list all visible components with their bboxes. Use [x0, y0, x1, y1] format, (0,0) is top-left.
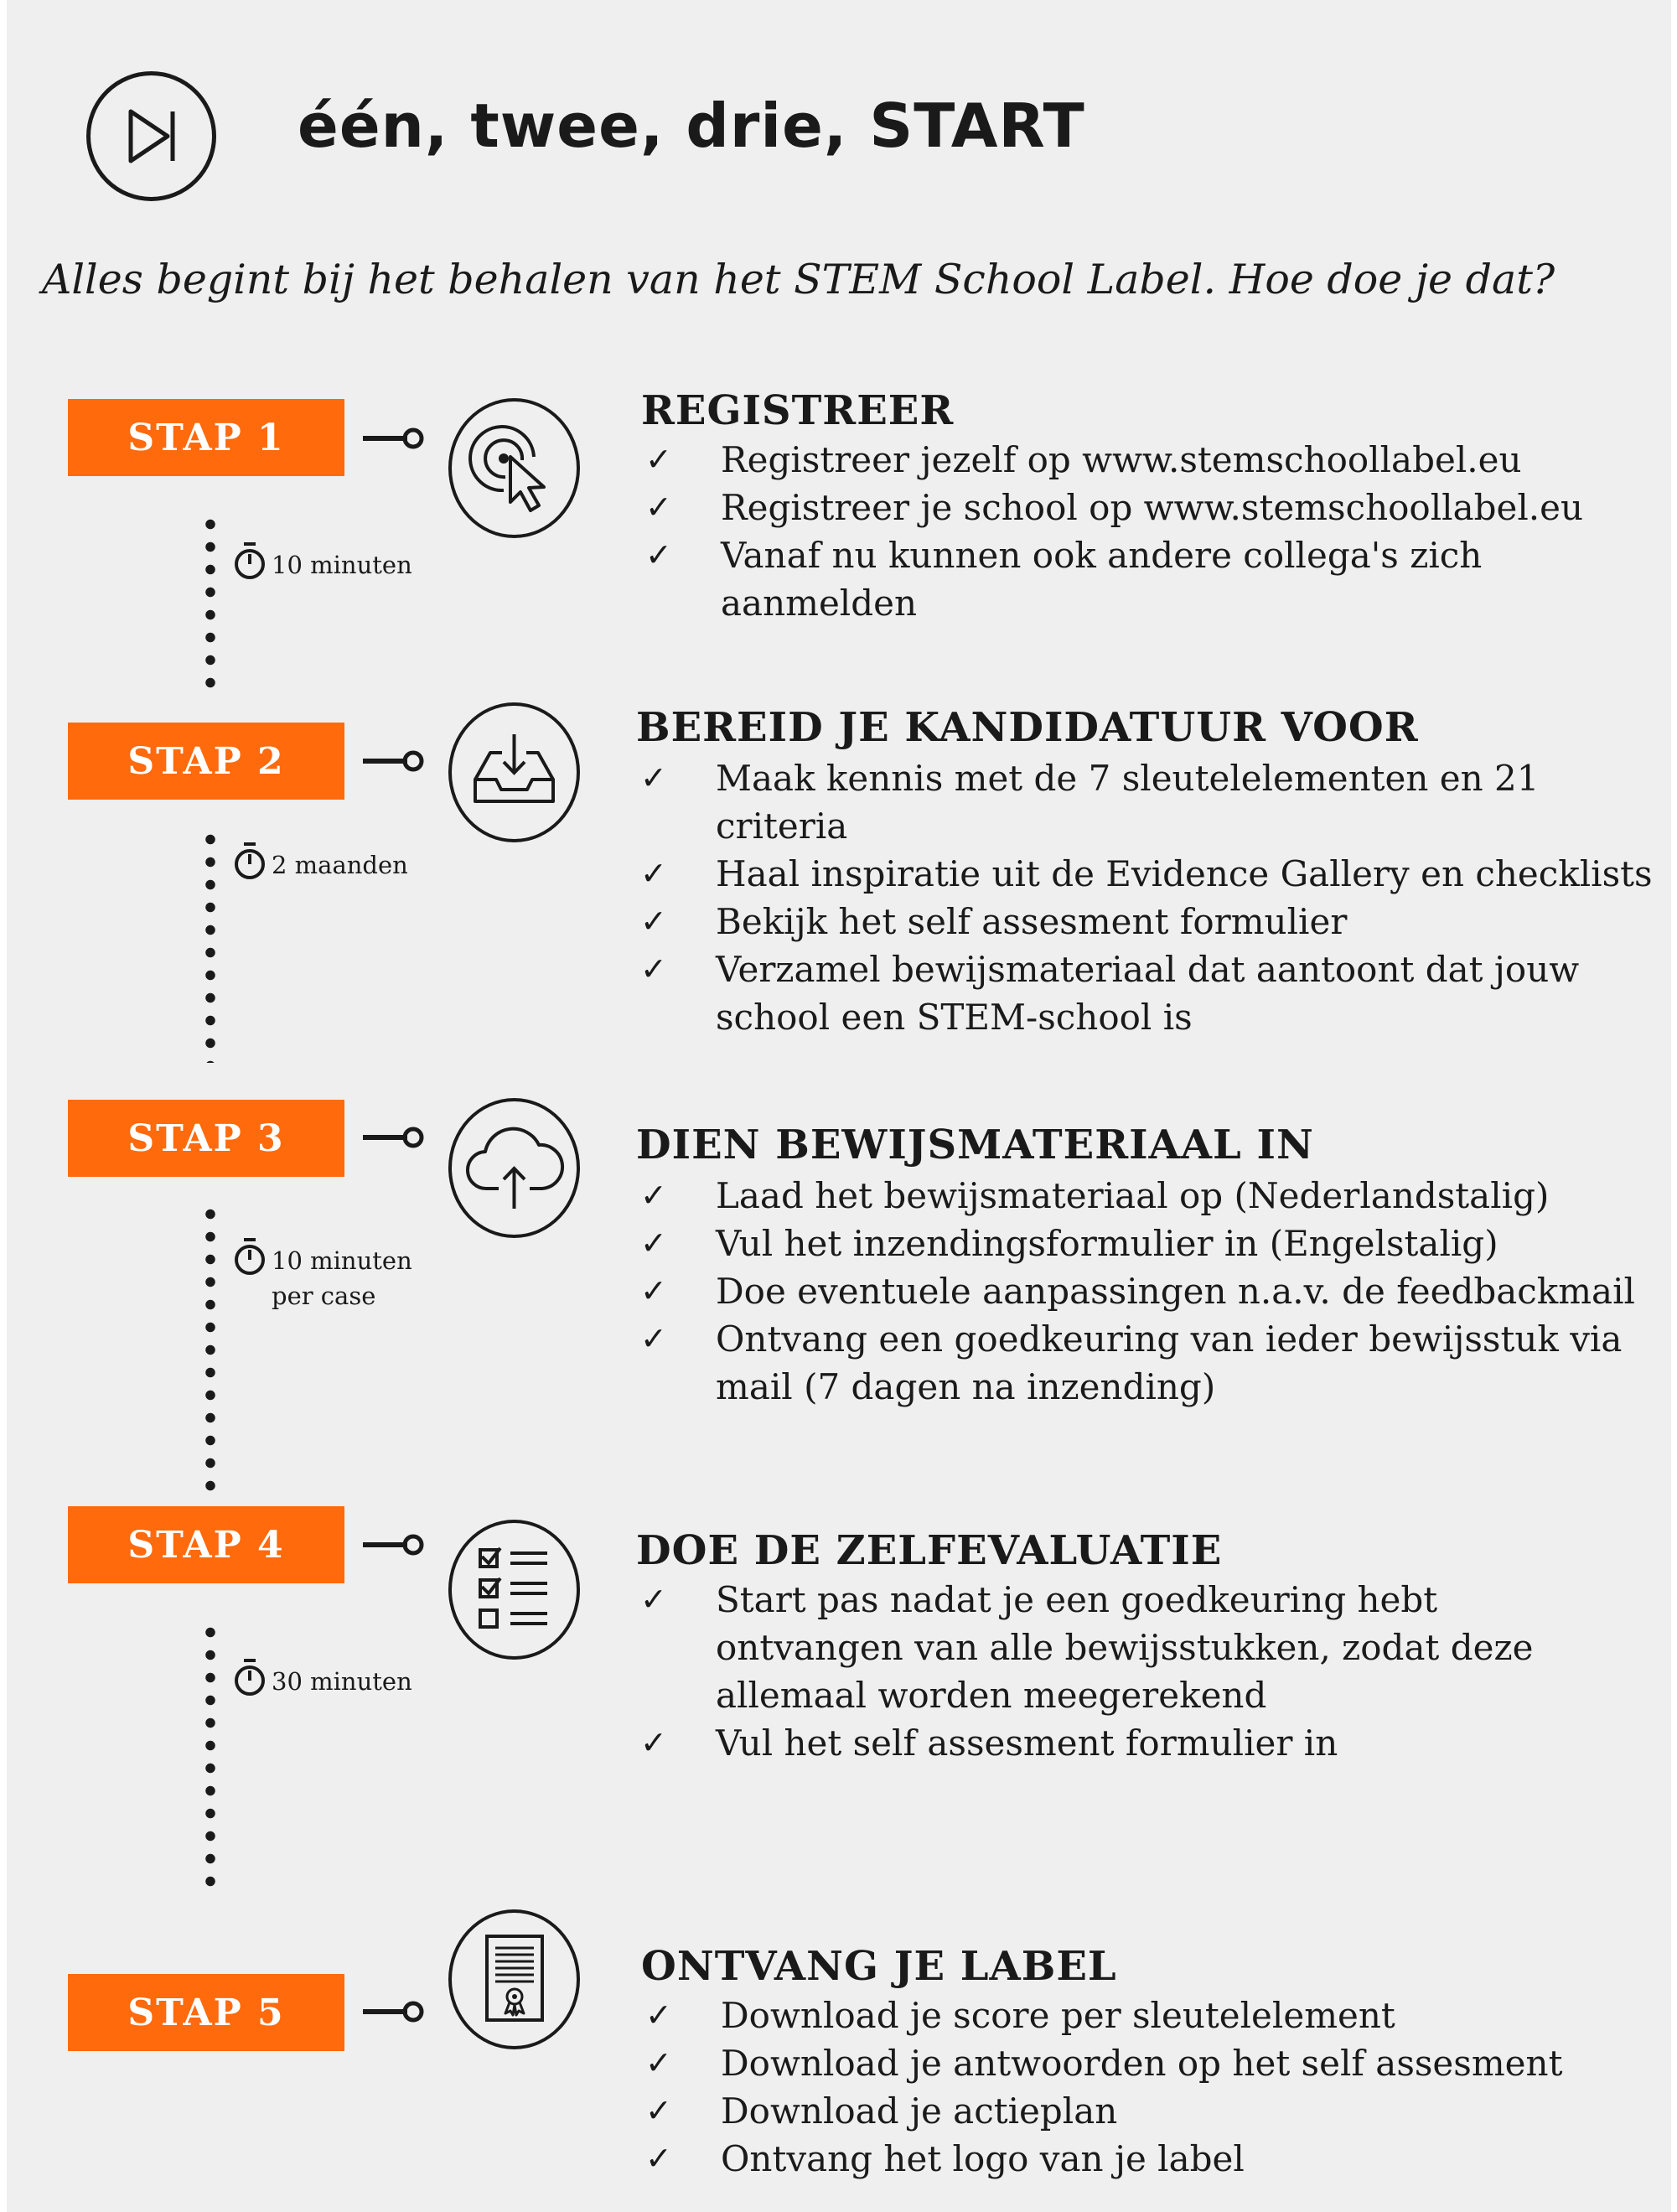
step-1-badge: STAP 1 [68, 399, 344, 476]
intro-text: Alles begint bij het behalen van het STEM School Label. Hoe doe je dat? [42, 256, 1555, 303]
check-icon: ✓ [640, 1724, 667, 1761]
step-5-badge: STAP 5 [68, 1974, 344, 2051]
target-cursor-icon [448, 398, 580, 538]
list-item: ✓ Registreer jezelf op www.stemschoollabel.eu [641, 436, 1671, 484]
check-icon: ✓ [645, 2092, 672, 2129]
check-icon: ✓ [645, 536, 672, 573]
check-icon: ✓ [640, 1177, 667, 1214]
check-icon: ✓ [640, 1225, 667, 1261]
list-item: ✓ Laad het bewijsmateriaal op (Nederlandstalig) [636, 1172, 1667, 1220]
check-icon: ✓ [645, 2044, 672, 2081]
page-title: één, twee, drie, START [298, 91, 1085, 161]
list-item: ✓ Vul het self assesment formulier in [636, 1719, 1600, 1767]
check-icon: ✓ [640, 1581, 667, 1618]
check-icon: ✓ [640, 1272, 667, 1309]
step-1-list [641, 436, 1671, 627]
step-4-list [636, 1576, 1600, 1767]
check-icon: ✓ [645, 441, 672, 478]
inbox-download-icon [448, 702, 580, 842]
step-2-connector [363, 746, 426, 776]
step-5-list [641, 1992, 1562, 2183]
step-2-list [636, 754, 1667, 1041]
stopwatch-icon [231, 1236, 268, 1277]
list-item: ✓ Download je actieplan [641, 2087, 1562, 2135]
check-icon: ✓ [645, 1997, 672, 2033]
step-1-heading: REGISTREER [641, 387, 955, 434]
step-3-heading: DIEN BEWIJSMATERIAAL IN [636, 1122, 1314, 1168]
check-icon: ✓ [640, 951, 667, 987]
check-icon: ✓ [645, 489, 672, 526]
step-3-list [636, 1172, 1667, 1411]
timeline-dots [205, 1203, 215, 1492]
stopwatch-icon [231, 1657, 268, 1697]
checklist-icon [448, 1520, 580, 1660]
check-icon: ✓ [640, 903, 667, 940]
stopwatch-icon [231, 541, 268, 581]
step-3-badge: STAP 3 [68, 1100, 344, 1177]
list-item: ✓ Verzamel bewijsmateriaal dat aantoont dat jouw school een STEM-school is [636, 945, 1596, 1041]
list-item: ✓ Download je antwoorden op het self assesment [641, 2039, 1562, 2087]
list-item: ✓ Haal inspiratie uit de Evidence Gallery en checklists [636, 850, 1667, 898]
list-item: ✓ Vul het inzendingsformulier in (Engelstalig) [636, 1220, 1667, 1267]
skip-forward-icon [86, 71, 216, 201]
duration-text: 10 minuten [272, 551, 412, 579]
timeline-dots [205, 828, 215, 1063]
step-5-heading: ONTVANG JE LABEL [641, 1943, 1117, 1990]
list-item: ✓ Bekijk het self assesment formulier [636, 898, 1667, 945]
cloud-upload-icon [448, 1098, 580, 1238]
step-5-connector [363, 1997, 426, 2027]
duration-text: 10 minuten per case [272, 1246, 412, 1310]
list-item: ✓ Ontvang een goedkeuring van ieder bewijsstuk via mail (7 dagen na inzending) [636, 1315, 1654, 1411]
check-icon: ✓ [645, 2140, 672, 2177]
step-2-badge: STAP 2 [68, 723, 344, 800]
timeline-dots [205, 1621, 215, 1898]
list-item: ✓ Start pas nadat je een goedkeuring hebt ontvangen van alle bewijsstukken, zodat deze allemaal worden meegerekend [636, 1576, 1600, 1719]
step-4-heading: DOE DE ZELFEVALUATIE [636, 1527, 1223, 1574]
list-item: ✓ Maak kennis met de 7 sleutelelementen en 21 criteria [636, 754, 1667, 850]
list-item: ✓ Vanaf nu kunnen ook andere collega's zich aanmelden [641, 531, 1671, 627]
list-item: ✓ Download je score per sleutelelement [641, 1992, 1562, 2039]
duration-text: 30 minuten [272, 1667, 412, 1696]
check-icon: ✓ [640, 855, 667, 892]
check-icon: ✓ [640, 759, 667, 796]
step-2-heading: BEREID JE KANDIDATUUR VOOR [636, 704, 1419, 751]
list-item: ✓ Registreer je school op www.stemschoollabel.eu [641, 484, 1671, 531]
step-3-connector [363, 1122, 426, 1153]
list-item: ✓ Ontvang het logo van je label [641, 2135, 1562, 2183]
certificate-icon [448, 1909, 580, 2049]
timeline-dots [205, 513, 215, 697]
step-4-connector [363, 1530, 426, 1560]
stopwatch-icon [231, 841, 268, 881]
step-4-badge: STAP 4 [68, 1506, 344, 1583]
infographic-page [7, 0, 1671, 2212]
duration-text: 2 maanden [272, 851, 408, 879]
list-item: ✓ Doe eventuele aanpassingen n.a.v. de feedbackmail [636, 1267, 1667, 1315]
step-1-connector [363, 423, 426, 453]
check-icon: ✓ [640, 1320, 667, 1357]
